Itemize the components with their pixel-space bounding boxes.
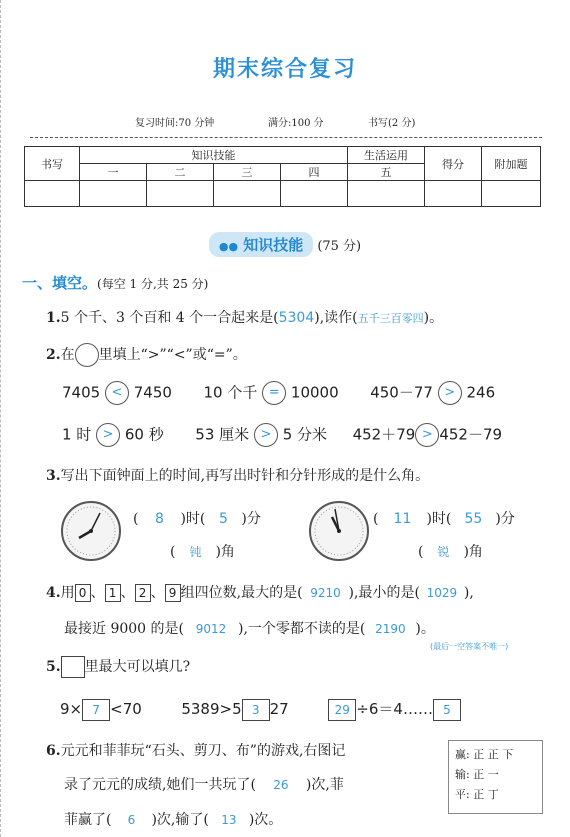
col-4: 四 [281, 164, 348, 181]
section-header [0, 232, 570, 257]
expr-text: 5389>5 [181, 700, 242, 718]
question-1 [46, 307, 443, 327]
part1-note: (每空 1 分,共 25 分) [97, 277, 209, 291]
q5-answer-2[interactable]: 3 [242, 699, 270, 721]
section-points: (75 分) [317, 239, 362, 254]
section-label: 知识技能 [243, 236, 304, 254]
paren: ( [170, 544, 176, 560]
writing-header: 书写 [25, 147, 80, 181]
q4-text: 组四位数,最大的是( [180, 585, 303, 601]
knowledge-header: 知识技能 [80, 147, 348, 164]
q5-answer-1[interactable]: 7 [82, 699, 110, 721]
minute-label: )分 [495, 511, 515, 527]
clock2-time [373, 508, 515, 528]
q6-text: )次。 [248, 812, 283, 828]
cmp-right: 5 分米 [282, 425, 328, 444]
cmp-right: 452－79 [439, 425, 503, 444]
blank-circle-icon [75, 343, 99, 367]
q4-text: 用 [60, 585, 75, 601]
cmp-answer[interactable]: = [262, 381, 286, 405]
col-5: 五 [348, 164, 425, 181]
q2-num: 2. [46, 347, 61, 363]
cmp-answer[interactable]: < [105, 381, 129, 405]
q4-text: 最接近 9000 的是( [64, 621, 184, 637]
clock-icon [308, 500, 370, 562]
time-label: 复习时间:70 分钟 [135, 118, 215, 129]
tally-lose: 输: 正 一 [455, 768, 499, 781]
score-cell[interactable] [482, 181, 541, 207]
angle-label: )角 [215, 544, 235, 560]
digit-card: 2 [135, 584, 151, 602]
minute-label: )分 [241, 511, 261, 527]
q5-num: 5. [46, 659, 61, 675]
extra-header: 附加题 [482, 147, 541, 181]
clock2-angle[interactable]: 锐 [437, 545, 450, 559]
cmp-right: 10000 [290, 383, 339, 402]
writing-score-label: 书写(2 分) [368, 118, 416, 129]
col-3: 三 [214, 164, 281, 181]
cmp-left: 1 时 [62, 425, 92, 444]
score-cell[interactable] [348, 181, 425, 207]
cmp-right: 7450 [133, 383, 172, 402]
question-2 [46, 343, 247, 367]
angle-label: )角 [463, 544, 483, 560]
score-table [24, 146, 541, 207]
divider [30, 137, 542, 138]
cmp-right: 246 [466, 383, 496, 402]
cmp-left: 10 个千 [203, 383, 258, 402]
clock1-minute[interactable]: 5 [218, 511, 228, 527]
q6-text: 菲赢了( [64, 812, 112, 828]
hour-label: )时( [426, 511, 452, 527]
q1-answer-a[interactable]: 5304 [278, 310, 315, 326]
question-4-line2 [64, 618, 435, 638]
tally-draw: 平: 正 丁 [455, 788, 499, 801]
question-6-line3 [64, 809, 282, 829]
q3-num: 3. [46, 468, 61, 484]
q4-text: )。 [415, 621, 435, 637]
q4-text: ),一个零都不读的是( [238, 621, 366, 637]
cmp-answer[interactable]: > [96, 423, 120, 447]
q4-answer-nozero[interactable]: 2190 [375, 622, 406, 636]
q1-num: 1. [46, 310, 61, 326]
clock1-time [133, 508, 261, 528]
score-cell[interactable] [25, 181, 80, 207]
question-6 [46, 740, 345, 760]
clock1-hour[interactable]: 8 [155, 511, 164, 527]
score-header: 得分 [425, 147, 482, 181]
q6-answer-total[interactable]: 26 [273, 778, 289, 792]
tally-box [448, 740, 543, 814]
clock-icon [60, 500, 122, 562]
expr-text: ÷6＝4…… [356, 700, 433, 718]
expr-text: 9× [60, 700, 83, 718]
q2-row1 [62, 381, 495, 405]
cmp-right: 60 秒 [124, 425, 164, 444]
q4-text: ), [463, 585, 474, 601]
question-3 [46, 465, 429, 485]
life-header: 生活运用 [348, 147, 425, 164]
question-4: 4.用 0 、 1 、 2 、 9 组四位数,最大的是( 9210 ),最小的是( 1029 ), [46, 585, 474, 601]
cmp-left: 7405 [62, 383, 101, 402]
paren: ( [418, 544, 424, 560]
cmp-answer[interactable]: > [438, 381, 462, 405]
score-cell[interactable] [281, 181, 348, 207]
score-cell[interactable] [214, 181, 281, 207]
score-cell[interactable] [147, 181, 214, 207]
clock1-angle-line [170, 541, 235, 561]
q3-text: 写出下面钟面上的时间,再写出时针和分针形成的是什么角。 [60, 468, 430, 484]
q4-answer-max[interactable]: 9210 [310, 586, 341, 600]
section-pill [209, 232, 313, 257]
tally-win: 赢: 正 正 下 [455, 748, 514, 761]
q2-row2 [62, 423, 502, 447]
page-title: 期末综合复习 [212, 57, 357, 82]
question-6-line2 [64, 774, 344, 794]
cmp-left: 53 厘米 [195, 425, 250, 444]
q6-text: 录了元元的成绩,她们一共玩了( [64, 777, 256, 793]
q1-text: 5 个千、3 个百和 4 个一合起来是( [60, 310, 279, 326]
q1-answer-b[interactable]: 五千三百零四 [357, 312, 424, 325]
score-cell[interactable] [425, 181, 482, 207]
clock1-angle[interactable]: 钝 [189, 545, 202, 559]
digit-card: 9 [165, 584, 181, 602]
cmp-left: 452＋79 [352, 425, 416, 444]
col-2: 二 [147, 164, 214, 181]
q5-expressions [60, 698, 461, 721]
hour-label: )时( [180, 511, 206, 527]
expr-text: <70 [110, 700, 142, 718]
q1-text: ),读作( [314, 310, 358, 326]
digit-card: 1 [105, 584, 121, 602]
q2-text: 在 [60, 347, 75, 363]
cmp-answer[interactable]: > [415, 423, 439, 447]
paren: ( [133, 511, 139, 527]
q4-num: 4. [46, 585, 61, 601]
full-score-label: 满分:100 分 [268, 118, 324, 129]
q6-text: )次,输了( [151, 812, 209, 828]
q6-text: )次,菲 [305, 777, 344, 793]
score-cell[interactable] [80, 181, 147, 207]
blank-box-icon [61, 656, 85, 678]
binding-edge [0, 0, 5, 837]
question-5 [46, 656, 190, 678]
part1-heading [22, 272, 208, 293]
cmp-answer[interactable]: > [254, 423, 278, 447]
part1-label: 一、填空。 [22, 274, 98, 292]
q6-text: 元元和菲菲玩“石头、剪刀、布”的游戏,右图记 [60, 743, 346, 759]
q5-text: 里最大可以填几? [84, 659, 191, 675]
paren: ( [373, 511, 379, 527]
q2-text: 里填上“>”“<”或“=”。 [98, 347, 247, 363]
clock2-angle-line [418, 541, 483, 561]
q1-text: )。 [423, 310, 444, 326]
q4-hint: (最后一空答案不唯一) [430, 642, 509, 651]
q6-answer-lose[interactable]: 13 [221, 813, 237, 827]
q4-answer-near[interactable]: 9012 [195, 622, 227, 636]
q5-answer-4[interactable]: 5 [433, 699, 461, 721]
clock2-minute[interactable]: 55 [464, 511, 483, 527]
dots-icon: ●● [218, 240, 239, 253]
q6-answer-win[interactable]: 6 [127, 813, 136, 827]
cmp-left: 450－77 [370, 383, 433, 402]
q4-text: ),最小的是( [348, 585, 420, 601]
q6-num: 6. [46, 743, 61, 759]
expr-text: 27 [269, 700, 289, 718]
q5-answer-3[interactable]: 29 [328, 699, 356, 721]
q4-answer-min[interactable]: 1029 [426, 586, 458, 600]
clock2-hour[interactable]: 11 [393, 511, 412, 527]
col-1: 一 [80, 164, 147, 181]
digit-card: 0 [75, 584, 91, 602]
